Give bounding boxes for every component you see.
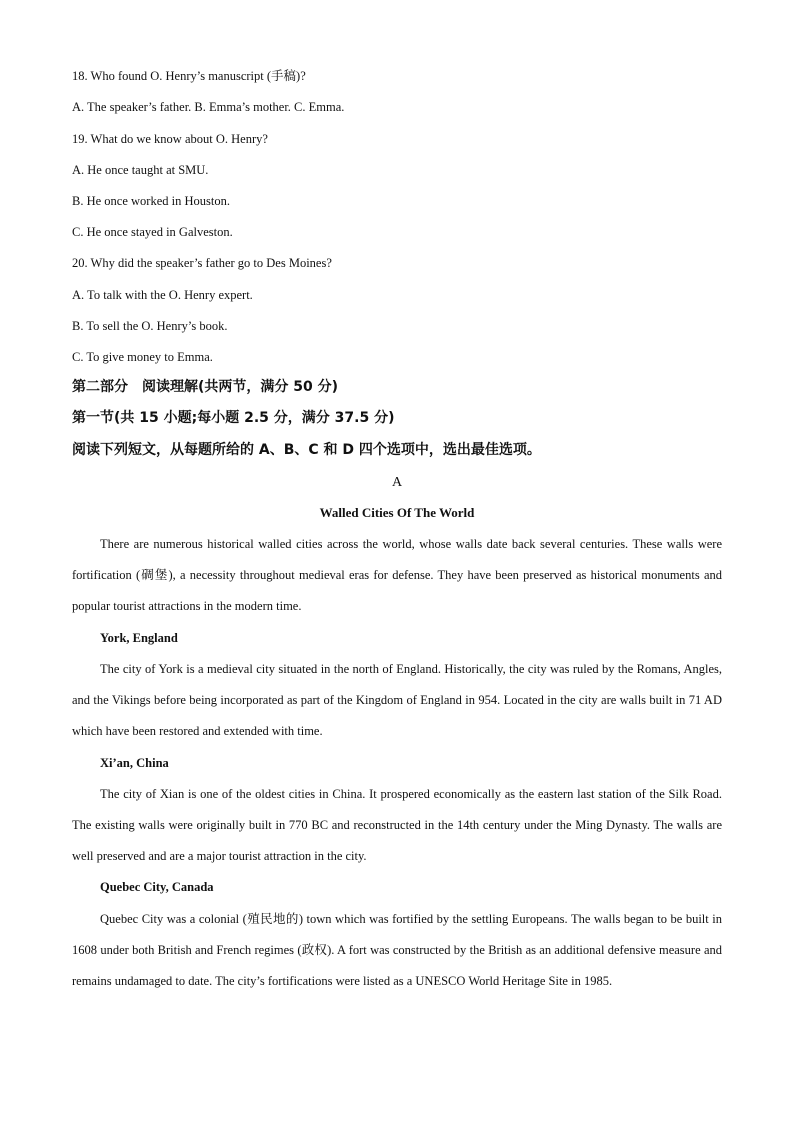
quebec-heading: Quebec City, Canada	[100, 880, 214, 894]
section-part-title: 第一节(共 15 小题;每小题 2.5 分，满分 37.5 分)	[72, 410, 395, 426]
question-20-option-a: A. To talk with the O. Henry expert.	[72, 288, 253, 302]
question-18: 18. Who found O. Henry’s manuscript (手稿)?	[72, 69, 306, 83]
question-20-option-c: C. To give money to Emma.	[72, 350, 213, 364]
intro-text: There are numerous historical walled cities across the world, whose walls date back several centuries. These walls were fortification (碉堡), a necessity throughout medieval eras for defense. They have been preserved as historical monuments and popular tourist attractions in the modern time.	[72, 537, 722, 614]
question-18-options: A. The speaker’s father. B. Emma’s mother. C. Emma.	[72, 100, 345, 114]
section-instruction: 阅读下列短文，从每题所给的 A、B、C 和 D 四个选项中，选出最佳选项。	[72, 442, 541, 458]
question-19: 19. What do we know about O. Henry?	[72, 132, 268, 146]
york-heading: York, England	[100, 631, 178, 645]
question-19-option-a: A. He once taught at SMU.	[72, 163, 209, 177]
passage-letter: A	[391, 475, 403, 490]
passage-title: Walled Cities Of The World	[319, 505, 475, 520]
xian-heading: Xi’an, China	[100, 756, 169, 770]
question-19-option-b: B. He once worked in Houston.	[72, 194, 230, 208]
question-19-option-c: C. He once stayed in Galveston.	[72, 225, 233, 239]
question-20: 20. Why did the speaker’s father go to Des Moines?	[72, 256, 332, 270]
quebec-text: Quebec City was a colonial (殖民地的) town which was fortified by the settling Europeans. The walls began to be built in 1608 under both British and French regimes (政权). A fort was constructed by the British as an additional defensive measure and remains undamaged to date. The city’s fortifications were listed as a UNESCO World Heritage Site in 1985.	[72, 912, 722, 989]
question-20-option-b: B. To sell the O. Henry’s book.	[72, 319, 228, 333]
xian-paragraph	[72, 779, 722, 873]
york-paragraph	[72, 654, 722, 748]
york-text: The city of York is a medieval city situated in the north of England. Historically, the city was ruled by the Romans, Angles, and the Vikings before being incorporated as part of the Kingdom of England in 954. Located in the city are walls built in 71 AD which have been restored and extended with time.	[72, 662, 722, 739]
xian-text: The city of Xian is one of the oldest cities in China. It prospered economically as the eastern last station of the Silk Road. The existing walls were originally built in 770 BC and reconstructed in the 14th century under the Ming Dynasty. The walls are well preserved and are a major tourist attraction in the city.	[72, 787, 722, 864]
intro-paragraph	[72, 529, 722, 623]
quebec-paragraph	[72, 904, 722, 998]
section-title: 第二部分 阅读理解(共两节，满分 50 分)	[72, 379, 339, 395]
